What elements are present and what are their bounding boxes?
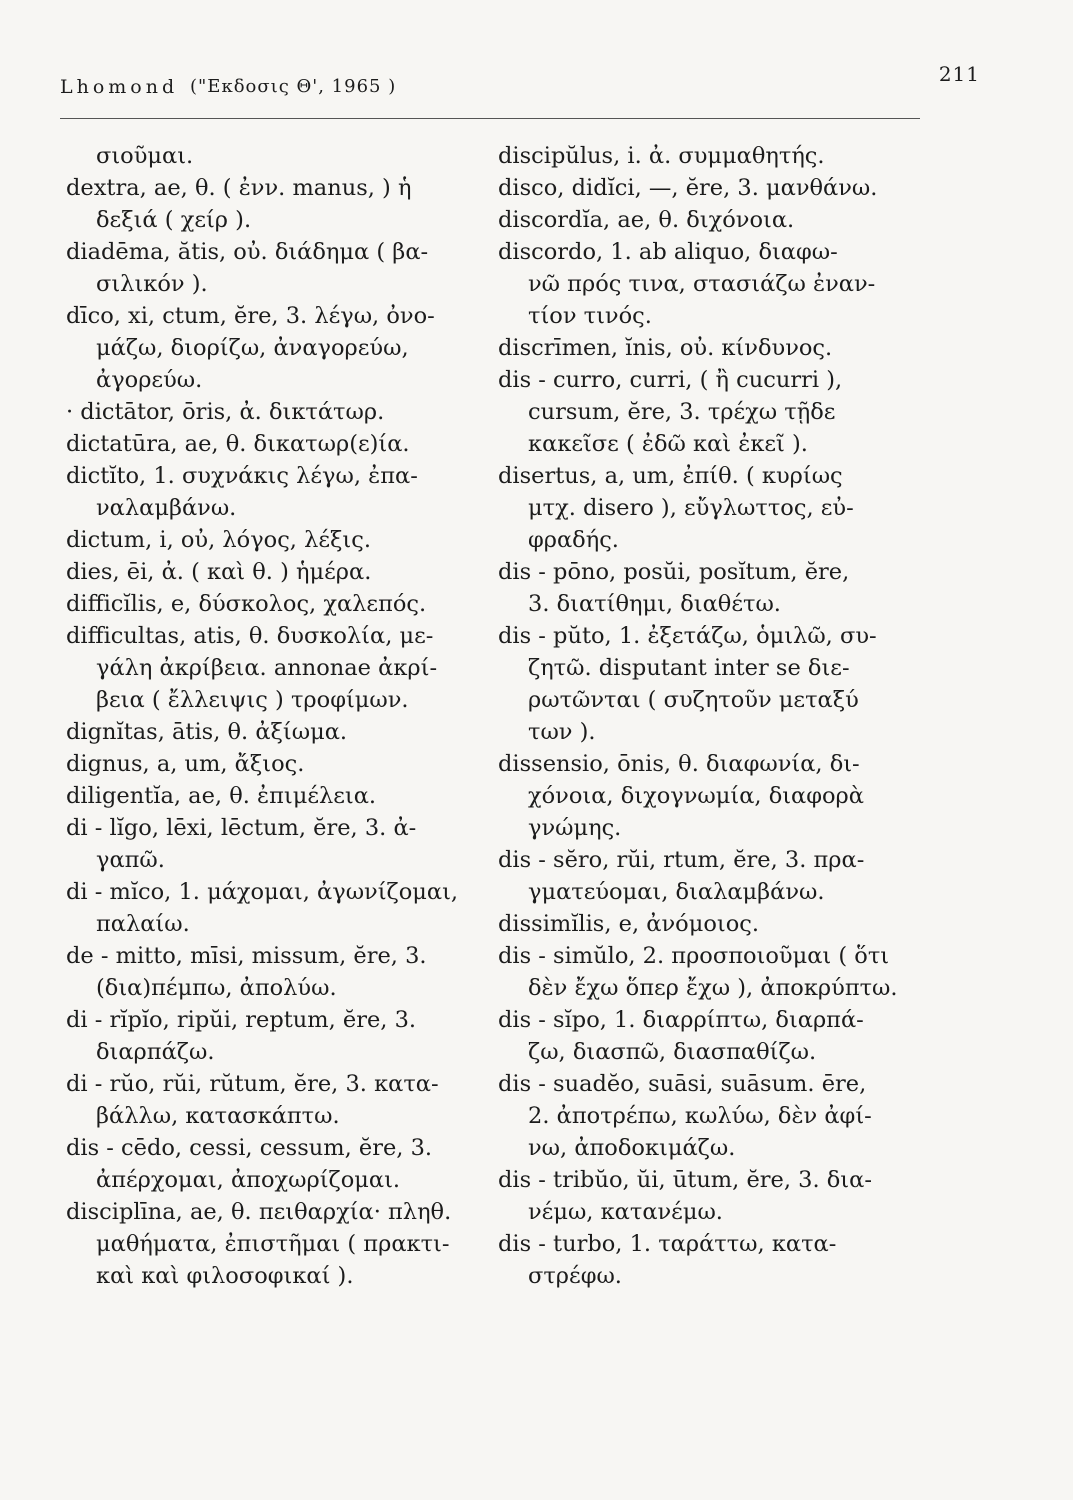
dictionary-line: ζω, διασπῶ, διασπαθίζω.: [528, 1039, 817, 1065]
dictionary-line: dis - suadĕo, suāsi, suāsum. ēre,: [498, 1071, 867, 1097]
dictionary-line: di - lĭgo, lēxi, lēctum, ĕre, 3. ἀ-: [66, 815, 417, 841]
dictionary-line: discordo, 1. ab aliquo, διαφω-: [498, 239, 838, 265]
dictionary-line: μτχ. disero ), εὔγλωττος, εὐ-: [528, 495, 854, 521]
dictionary-line: τίον τινός.: [528, 303, 652, 329]
dictionary-line: δεξιά ( χείρ ).: [96, 207, 252, 233]
dictionary-line: γνώμης.: [528, 815, 622, 841]
dictionary-line: dictĭto, 1. συχνάκις λέγω, ἐπα-: [66, 463, 418, 489]
dictionary-line: των ).: [528, 719, 596, 745]
left-column: [66, 140, 486, 1292]
dictionary-line: cursum, ĕre, 3. τρέχω τῇδε: [528, 399, 836, 425]
dictionary-line: χόνοια, διχογνωμία, διαφορὰ: [528, 783, 864, 809]
dictionary-line: di - rŭo, rŭi, rŭtum, ĕre, 3. κατα-: [66, 1071, 439, 1097]
dictionary-line: ναλαμβάνω.: [96, 495, 237, 521]
dictionary-line: στρέφω.: [528, 1263, 622, 1289]
dictionary-line: φραδής.: [528, 527, 619, 553]
dictionary-line: dissensio, ōnis, θ. διαφωνία, δι-: [498, 751, 860, 777]
dictionary-line: dis - tribŭo, ŭi, ūtum, ĕre, 3. δια-: [498, 1167, 872, 1193]
dictionary-line: νῶ πρός τινα, στασιάζω ἐναν-: [528, 271, 876, 297]
dictionary-line: · dictātor, ōris, ἀ. δικτάτωρ.: [66, 399, 385, 425]
dictionary-line: di - mĭco, 1. μάχομαι, ἀγωνίζομαι,: [66, 879, 459, 905]
dictionary-line: διαρπάζω.: [96, 1039, 215, 1065]
dictionary-line: δὲν ἔχω ὅπερ ἔχω ), ἀποκρύπτω.: [528, 975, 898, 1001]
dictionary-line: dies, ēi, ἀ. ( καὶ θ. ) ἡμέρα.: [66, 559, 372, 585]
dictionary-line: dīco, xi, ctum, ĕre, 3. λέγω, ὀνο-: [66, 303, 435, 329]
header-edition: ("Εκδοσις Θ', 1965 ): [190, 76, 397, 97]
dictionary-line: γάλη ἀκρίβεια. annonae ἀκρί-: [96, 655, 438, 681]
dictionary-line: βάλλω, κατασκάπτω.: [96, 1103, 340, 1129]
dictionary-line: discrīmen, ĭnis, οὐ. κίνδυνος.: [498, 335, 833, 361]
dictionary-line: dictum, i, οὐ, λόγος, λέξις.: [66, 527, 371, 553]
dictionary-line: ρωτῶνται ( συζητοῦν μεταξύ: [528, 687, 859, 713]
dictionary-line: 3. διατίθημι, διαθέτω.: [528, 591, 781, 617]
dictionary-line: dis - pōno, posŭi, posĭtum, ĕre,: [498, 559, 850, 585]
dictionary-line: dignĭtas, ātis, θ. ἀξίωμα.: [66, 719, 348, 745]
dictionary-line: dis - pŭto, 1. ἐξετάζω, ὁμιλῶ, συ-: [498, 623, 877, 649]
dictionary-line: dis - turbo, 1. ταράττω, κατα-: [498, 1231, 837, 1257]
dictionary-line: ἀγορεύω.: [96, 367, 203, 393]
dictionary-line: γαπῶ.: [96, 847, 165, 873]
dictionary-line: καὶ καὶ φιλοσοφικαί ).: [96, 1263, 354, 1289]
dictionary-line: ζητῶ. disputant inter se διε-: [528, 655, 850, 681]
dictionary-line: dis - simŭlo, 2. προσποιοῦμαι ( ὅτι: [498, 943, 890, 969]
dictionary-line: diffiсĭlis, e, δύσκολος, χαλεπός.: [66, 591, 427, 617]
page-number: 211: [938, 62, 980, 86]
dictionary-line: discipŭlus, i. ἀ. συμμαθητής.: [498, 143, 825, 169]
dictionary-line: diligentĭa, ae, θ. ἐπιμέλεια.: [66, 783, 377, 809]
dictionary-line: de - mitto, mīsi, missum, ĕre, 3.: [66, 943, 427, 969]
dictionary-line: κακεῖσε ( ἐδῶ καὶ ἐκεῖ ).: [528, 431, 808, 457]
dictionary-line: σιλικόν ).: [96, 271, 208, 297]
dictionary-line: 2. ἀποτρέπω, κωλύω, δὲν ἀφί-: [528, 1103, 872, 1129]
dictionary-line: μάζω, διορίζω, ἀναγορεύω,: [96, 335, 409, 361]
dictionary-line: νέμω, κατανέμω.: [528, 1199, 723, 1225]
dictionary-line: disertus, a, um, ἐπίθ. ( κυρίως: [498, 463, 843, 489]
dictionary-line: γματεύομαι, διαλαμβάνω.: [528, 879, 825, 905]
header-author: Lhomond: [60, 76, 179, 98]
header-rule: [60, 118, 920, 119]
dictionary-line: ἀπέρχομαι, ἀποχωρίζομαι.: [96, 1167, 401, 1193]
dictionary-line: σιοῦμαι.: [96, 143, 194, 169]
dictionary-line: dextra, ae, θ. ( ἐνν. manus, ) ἡ: [66, 175, 412, 201]
dictionary-line: μαθήματα, ἐπιστῆμαι ( πρακτι-: [96, 1231, 450, 1257]
dictionary-line: disco, didĭci, —, ĕre, 3. μανθάνω.: [498, 175, 878, 201]
right-column: [498, 140, 938, 1292]
dictionary-line: dissimĭlis, e, ἀνόμοιος.: [498, 911, 759, 937]
dictionary-line: dis - sĭpo, 1. διαρρίπτω, διαρπά-: [498, 1007, 864, 1033]
dictionary-line: βεια ( ἔλλειψις ) τροφίμων.: [96, 687, 409, 713]
dictionary-line: dignus, a, um, ἄξιος.: [66, 751, 305, 777]
dictionary-line: disciplīna, ae, θ. πειθαρχία· πληθ.: [66, 1199, 452, 1225]
dictionary-line: dis - sĕro, rŭi, rtum, ĕre, 3. πρα-: [498, 847, 865, 873]
dictionary-line: dis - curro, curri, ( ἢ cucurri ),: [498, 367, 843, 393]
dictionary-line: discordĭa, ae, θ. διχόνοια.: [498, 207, 795, 233]
dictionary-line: παλαίω.: [96, 911, 190, 937]
running-header: [60, 62, 980, 102]
dictionary-line: νω, ἀποδοκιμάζω.: [528, 1135, 736, 1161]
dictionary-line: diadēma, ătis, οὐ. διάδημα ( βα-: [66, 239, 429, 265]
dictionary-line: dis - cēdo, cessi, cessum, ĕre, 3.: [66, 1135, 433, 1161]
dictionary-line: (δια)πέμπω, ἀπολύω.: [96, 975, 337, 1001]
dictionary-line: di - rĭpĭo, ripŭi, reptum, ĕre, 3.: [66, 1007, 417, 1033]
dictionary-line: dictatūra, ae, θ. δικατωρ(ε)ία.: [66, 431, 410, 457]
dictionary-line: difficultas, atis, θ. δυσκολία, με-: [66, 623, 434, 649]
